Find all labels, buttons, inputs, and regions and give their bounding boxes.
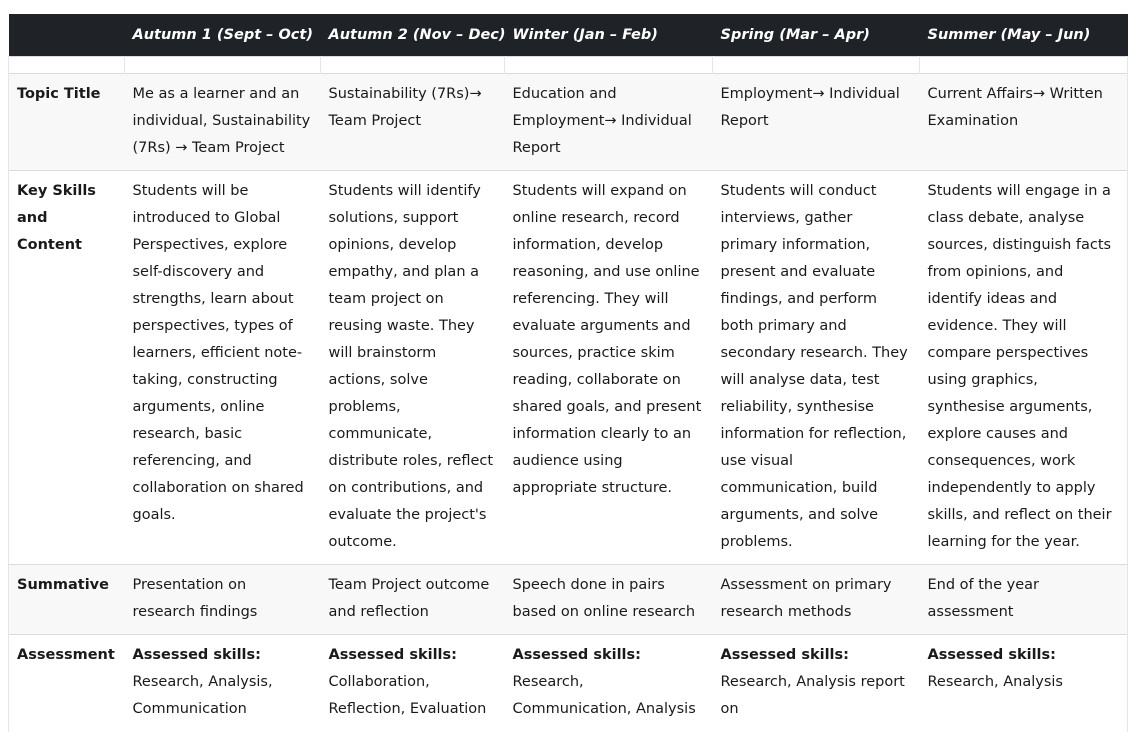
spacer-cell: [713, 57, 920, 74]
row-label-topic-title: Topic Title: [9, 74, 125, 171]
topic-title-autumn-2: Sustainability (7Rs)→ Team Project: [321, 74, 505, 171]
header-row: [9, 14, 1128, 57]
header-winter: Winter (Jan – Feb): [505, 14, 713, 57]
topic-title-row: [9, 74, 1128, 171]
header-summer: Summer (May – Jun): [920, 14, 1128, 57]
assessed-skills-label: Assessed skills:: [721, 647, 849, 663]
spacer-cell: [505, 57, 713, 74]
key-skills-autumn-2: Students will identify solutions, support opinions, develop empathy, and plan a team project on reusing waste. They will brainstorm actions, solve problems, communicate, distribute roles, reflect on contributions, and evaluate the project's outcome.: [321, 171, 505, 565]
summative-winter: Speech done in pairs based on online research: [505, 565, 713, 635]
assessed-skills-value: Collaboration, Reflection, Evaluation: [329, 674, 487, 717]
spacer-row: [9, 57, 1128, 74]
header-spring: Spring (Mar – Apr): [713, 14, 920, 57]
key-skills-autumn-1: Students will be introduced to Global Perspectives, explore self-discovery and strengths, learn about perspectives, types of learners, efficient note-taking, constructing arguments, online research, basic referencing, and collaboration on shared goals.: [125, 171, 321, 565]
assessment-autumn-2: [321, 635, 505, 732]
summative-autumn-1: Presentation on research findings: [125, 565, 321, 635]
topic-title-summer: Current Affairs→ Written Examination: [920, 74, 1128, 171]
curriculum-table: [8, 14, 1128, 732]
assessed-skills-value: Research, Communication, Analysis: [513, 674, 696, 717]
summative-summer: End of the year assessment: [920, 565, 1128, 635]
assessed-skills-value: Research, Analysis: [928, 674, 1063, 690]
summative-autumn-2: Team Project outcome and reflection: [321, 565, 505, 635]
spacer-cell: [9, 57, 125, 74]
assessed-skills-value: Research, Analysis, Communication: [133, 674, 273, 717]
header-autumn-2: Autumn 2 (Nov – Dec): [321, 14, 505, 57]
assessed-skills-label: Assessed skills:: [329, 647, 457, 663]
spacer-cell: [125, 57, 321, 74]
key-skills-winter: Students will expand on online research, record information, develop reasoning, and use online referencing. They will evaluate arguments and sources, practice skim reading, collaborate on shared goals, and present information clearly to an audience using appropriate structure.: [505, 171, 713, 565]
spacer-cell: [920, 57, 1128, 74]
spacer-cell: [321, 57, 505, 74]
row-label-assessment: Assessment: [9, 635, 125, 732]
topic-title-autumn-1: Me as a learner and an individual, Sustainability (7Rs) → Team Project: [125, 74, 321, 171]
summative-row: [9, 565, 1128, 635]
key-skills-summer: Students will engage in a class debate, analyse sources, distinguish facts from opinions, and identify ideas and evidence. They will compare perspectives using graphics, synthesise arguments, explore causes and consequences, work independently to apply skills, and reflect on their learning for the year.: [920, 171, 1128, 565]
key-skills-row: [9, 171, 1128, 565]
assessment-autumn-1: [125, 635, 321, 732]
assessment-summer: [920, 635, 1128, 732]
header-autumn-1: Autumn 1 (Sept – Oct): [125, 14, 321, 57]
assessed-skills-label: Assessed skills:: [928, 647, 1056, 663]
row-label-key-skills: Key Skills and Content: [9, 171, 125, 565]
topic-title-winter: Education and Employment→ Individual Report: [505, 74, 713, 171]
summative-spring: Assessment on primary research methods: [713, 565, 920, 635]
topic-title-spring: Employment→ Individual Report: [713, 74, 920, 171]
assessed-skills-label: Assessed skills:: [513, 647, 641, 663]
assessment-row: [9, 635, 1128, 732]
assessed-skills-label: Assessed skills:: [133, 647, 261, 663]
header-corner-cell: [9, 14, 125, 57]
assessment-spring: [713, 635, 920, 732]
row-label-summative: Summative: [9, 565, 125, 635]
assessed-skills-value: Research, Analysis report on: [721, 674, 905, 717]
key-skills-spring: Students will conduct interviews, gather primary information, present and evaluate findings, and perform both primary and secondary research. They will analyse data, test reliability, synthesise information for reflection, use visual communication, build arguments, and solve problems.: [713, 171, 920, 565]
assessment-winter: [505, 635, 713, 732]
